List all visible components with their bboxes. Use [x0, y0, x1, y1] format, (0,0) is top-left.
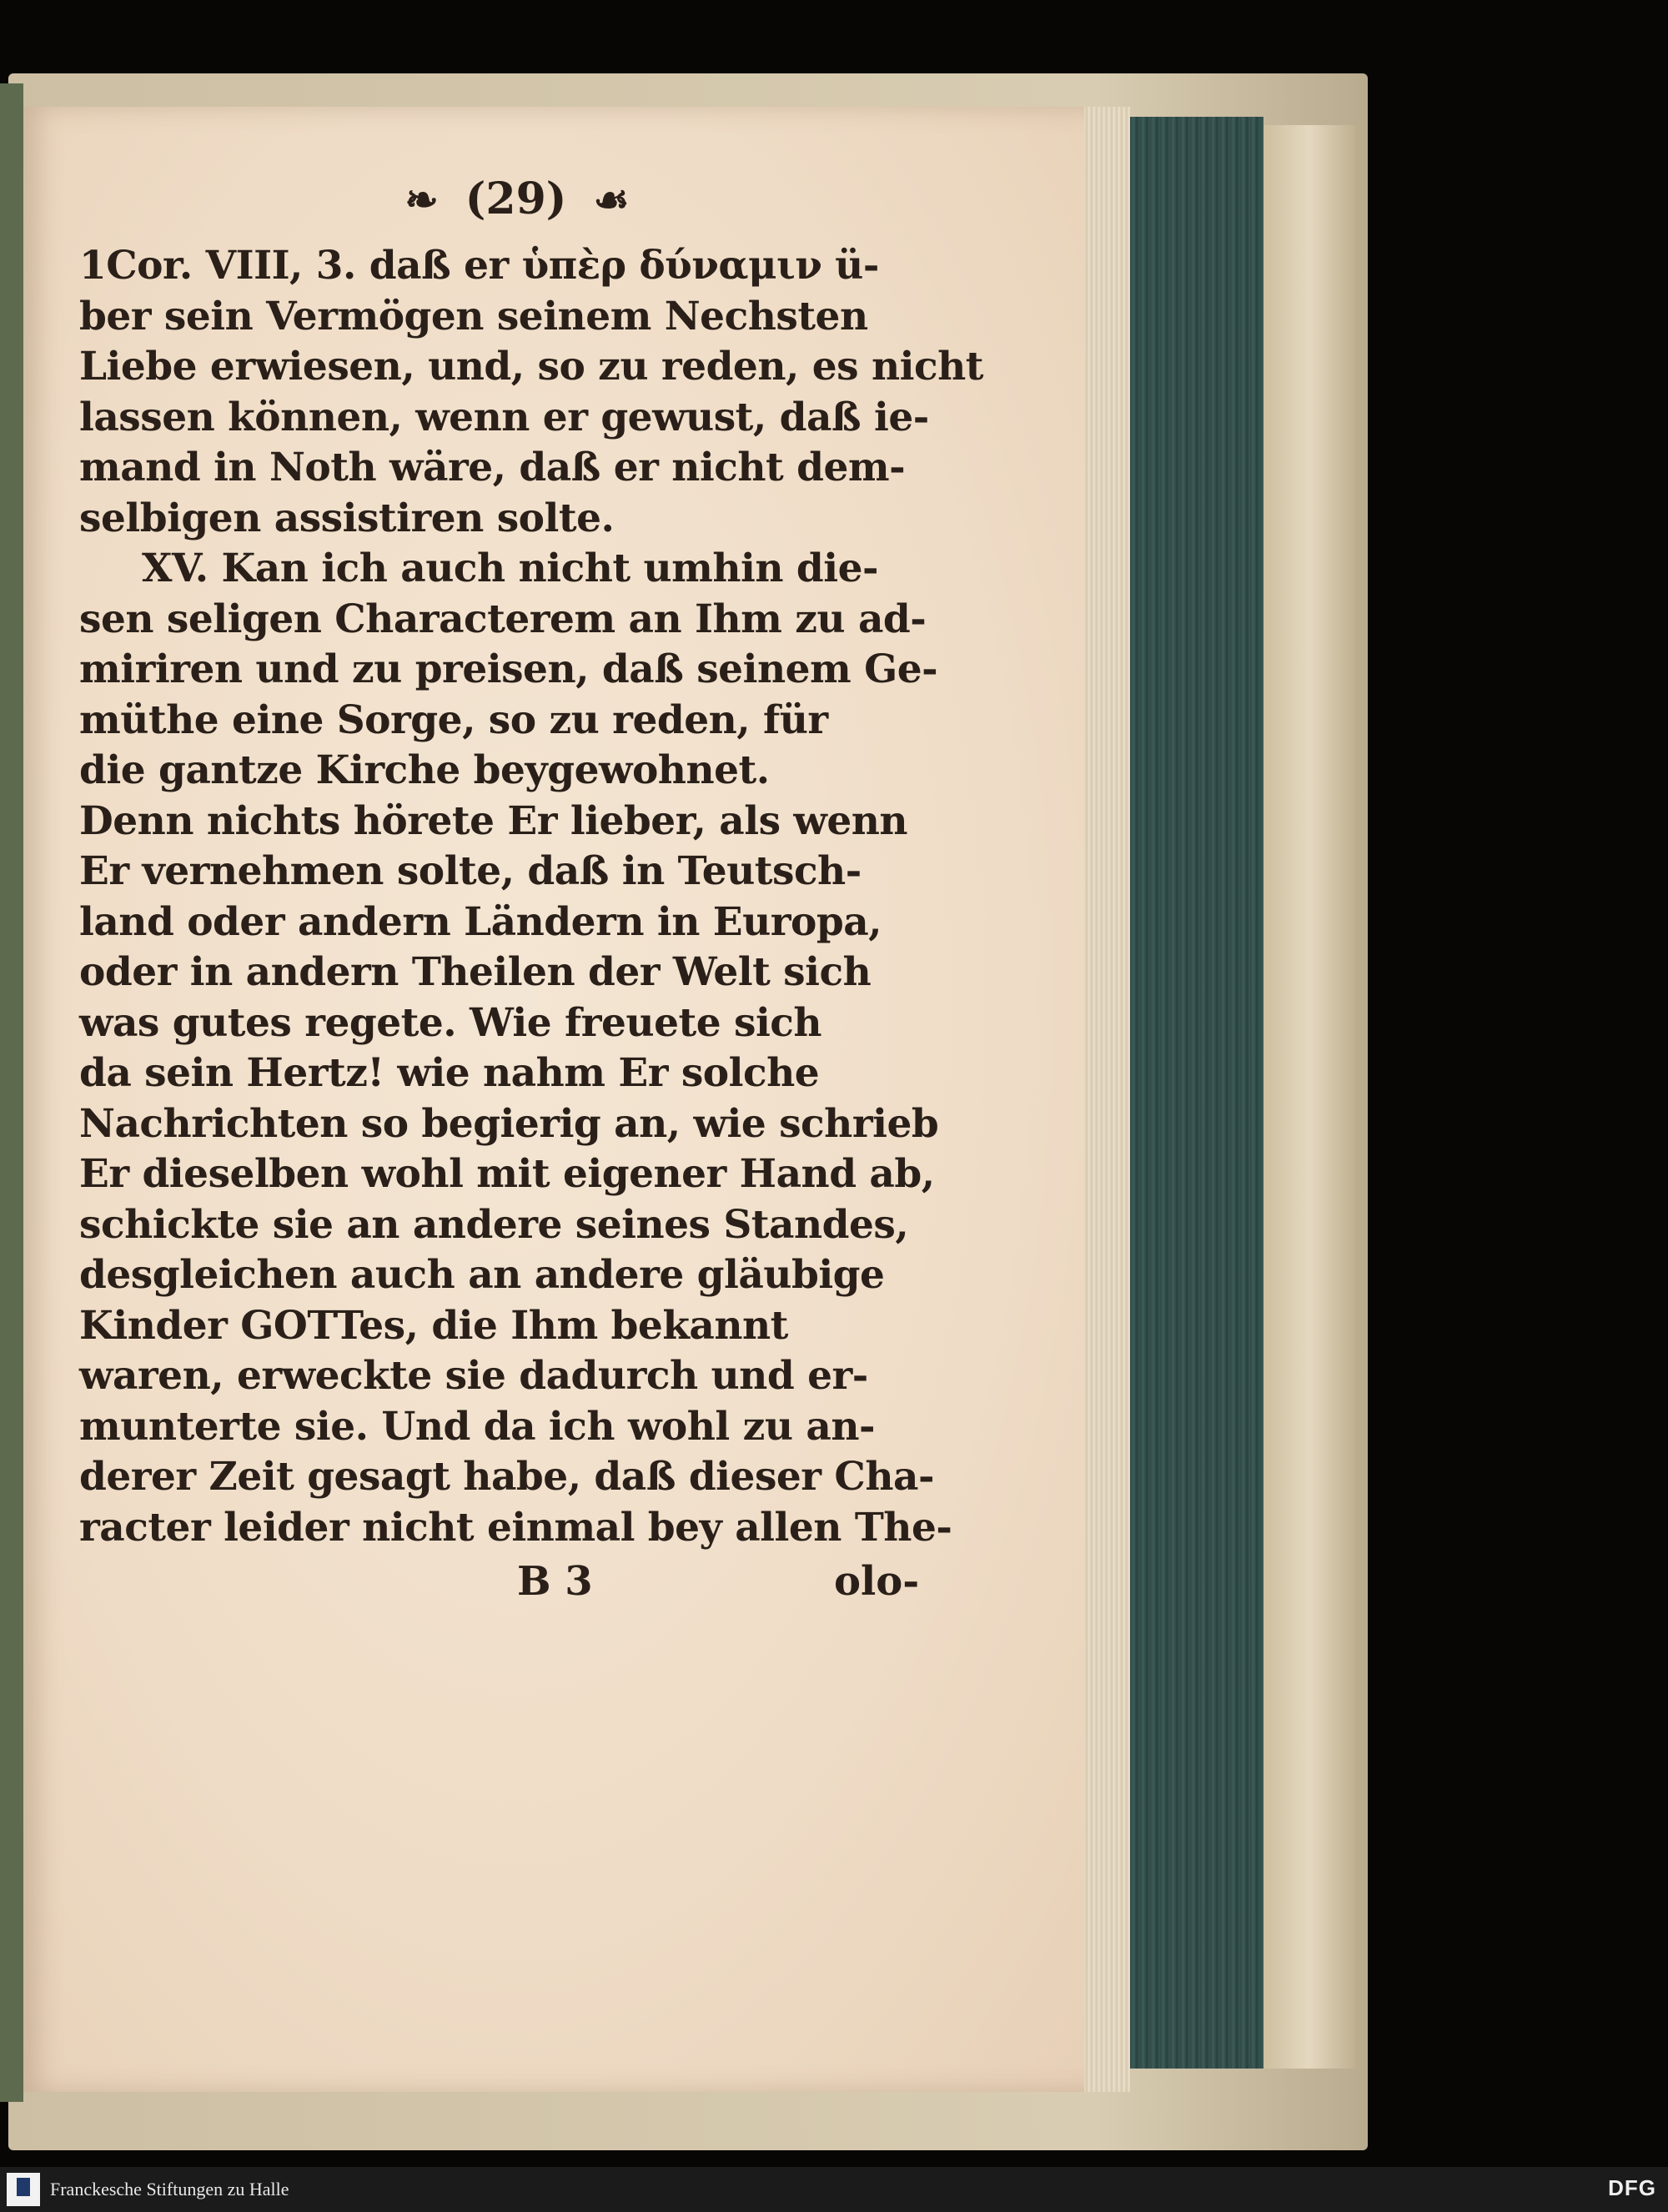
ornament-right-icon: ☙ [593, 177, 630, 224]
text-line: racter leider nicht einmal bey allen The- [79, 1504, 952, 1551]
dfg-logo: DFG [1608, 2175, 1656, 2200]
text-line: 1Cor. VIII, 3. daß er ὑπὲρ δύναμιν ü- [79, 243, 879, 289]
text-line: land oder andern Ländern in Europa, [79, 898, 882, 945]
text-line: desgleichen auch an andere gläubige [79, 1252, 885, 1298]
text-line: da sein Hertz! wie nahm Er solche [79, 1050, 820, 1096]
text-line: Nachrichten so begierig an, wie schrieb [79, 1100, 939, 1147]
institution-logo-icon [7, 2173, 40, 2206]
page-header [79, 171, 955, 228]
ornament-left-icon: ❧ [404, 177, 439, 224]
text-line: miriren und zu preisen, daß seinem Ge- [79, 646, 938, 692]
text-line: Denn nichts hörete Er lieber, als wenn [79, 797, 908, 844]
book-binding [0, 83, 23, 2102]
text-line: die gantze Kirche beygewohnet. [79, 747, 770, 793]
text-line: oder in andern Theilen der Welt sich [79, 949, 872, 995]
viewer-footer [0, 2167, 1668, 2212]
institution-name: Franckesche Stiftungen zu Halle [50, 2179, 289, 2199]
text-line: Kinder GOTTes, die Ihm bekannt [79, 1302, 788, 1349]
text-line: waren, erweckte sie dadurch und er- [79, 1353, 868, 1399]
text-line: sen seligen Characterem an Ihm zu ad- [79, 596, 927, 642]
text-line: Er dieselben wohl mit eigener Hand ab, [79, 1151, 935, 1197]
page-number: (29) [465, 173, 567, 224]
text-line: was gutes regete. Wie freuete sich [79, 999, 822, 1046]
page-stack-edge [1084, 107, 1130, 2092]
text-line: derer Zeit gesagt habe, daß dieser Cha- [79, 1454, 934, 1500]
signature-mark: B 3 [517, 1558, 593, 1605]
catchword: olo- [834, 1558, 920, 1605]
text-line: selbigen assistiren solte. [79, 495, 615, 541]
text-line: lassen können, wenn er gewust, daß ie- [79, 394, 929, 440]
text-line: munterte sie. Und da ich wohl zu an- [79, 1403, 875, 1450]
text-line: schickte sie an andere seines Standes, [79, 1201, 909, 1248]
colored-fore-edge [1130, 117, 1264, 2069]
text-line: Liebe erwiesen, und, so zu reden, es nicht [79, 344, 983, 390]
text-line: ber sein Vermögen seinem Nechsten [79, 293, 868, 339]
text-line: Er vernehmen solte, daß in Teutsch- [79, 848, 862, 894]
page-text-block [79, 171, 983, 1616]
cover-edge [1264, 125, 1355, 2069]
page-foot [79, 1558, 955, 1616]
text-line: mand in Noth wäre, daß er nicht dem- [79, 445, 906, 490]
text-line: müthe eine Sorge, so zu reden, für [79, 696, 828, 743]
section-start-line: XV. Kan ich auch nicht umhin die- [142, 545, 879, 591]
